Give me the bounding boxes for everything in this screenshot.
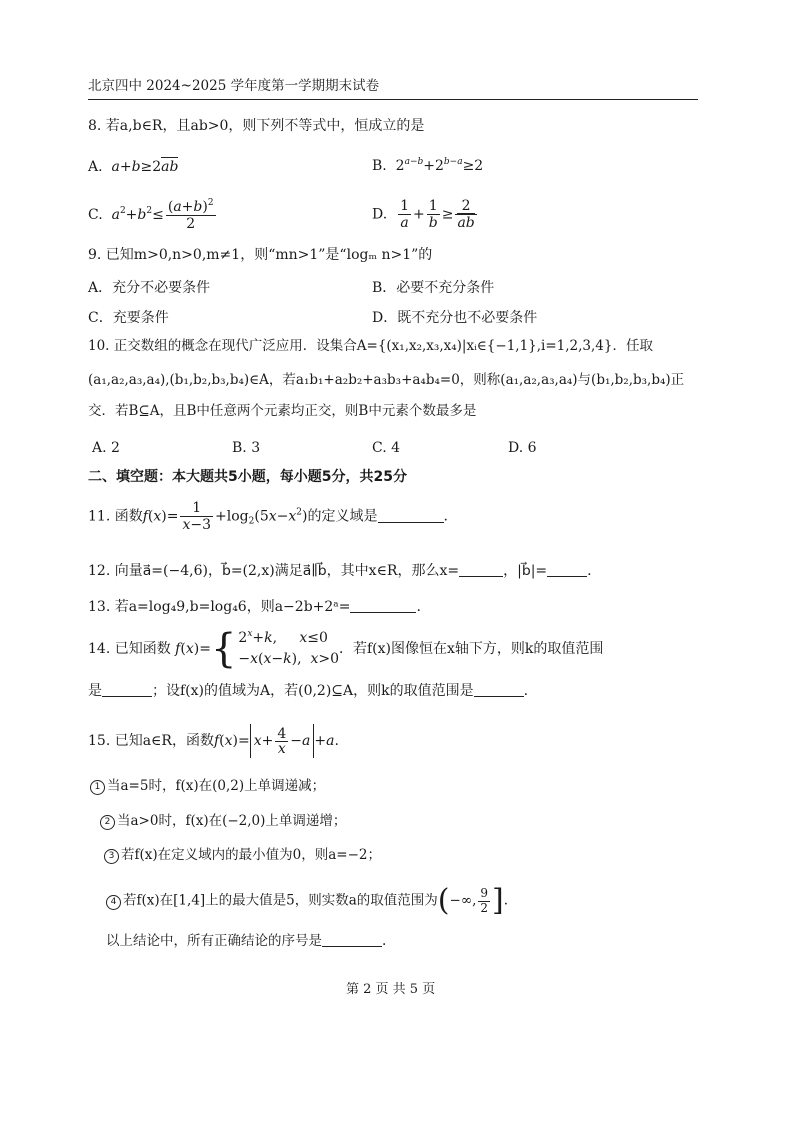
page-footer: 第 2 页 共 5 页 [346,982,436,997]
q15-item-2: 2 当a>0时，f(x)在(−2,0)上单调递增； [100,815,346,830]
q15-conclusion: 以上结论中，所有正确结论的序号是 . [106,933,387,949]
page-header: 北京四中 2024~2025 学年度第一学期期末试卷 [88,78,380,94]
q8-option-c: C. $a^2+b^2\le$ $\frac{(a+b)^2}{2}$ [88,198,214,233]
q8-stem: 8. 若a,b∈R，且ab>0，则下列不等式中，恒成立的是 [88,118,425,134]
q9-option-a: A．充分不必要条件 [88,280,211,296]
q10-option-a: A. 2 [92,440,120,456]
q10-line3: 交．若B⊆A，且B中任意两个元素均正交，则B中元素个数最多是 [88,403,477,419]
q12-x-blank[interactable] [459,576,503,577]
q12: 12. 向量a⃗=(−4,6)，b⃗=(2,x)满足a⃗∥b⃗，其中x∈R，那么x= ，|b⃗|= . [88,563,592,579]
q14-line2: 是 ；设f(x)的值域为A，若(0,2)⊆A，则k的取值范围是 . [88,683,529,699]
q8-option-d: D. $\frac{1}{a}$ + $\frac{1}{b}$ ≥ $\frac{2}{ab}$ [372,198,475,232]
q8-option-b: B. $2^{a-b}+2^{b-a}\ge 2$ [372,157,484,174]
q15-item-3: 3 若f(x)在定义域内的最小值为0，则a=−2； [104,849,381,864]
q9-option-c: C．充要条件 [88,310,169,326]
q12-b-blank[interactable] [547,576,587,577]
q14-line1: 14. 已知函数 f(x)={ $2^x+k$, x≤0 −x(x−k), x>0 ．若f(x)图像恒在x轴下方，则k的取值范围 [88,626,604,672]
q14-k-blank-2[interactable] [474,696,524,697]
section-2-title: 二、填空题：本大题共5小题，每小题5分，共25分 [88,469,407,485]
q15-stem: 15. 已知a∈R，函数f(x)= x+ $\frac{4}{x}$ −a +a. [88,725,339,757]
q11: 11. 函数f(x)= $\frac{1}{x-3}$ $+\log_2(5x-x^2)$的定义域是 . [88,500,448,534]
q10-option-c: C. 4 [372,440,401,456]
q14-k-blank-1[interactable] [102,696,152,697]
q13-answer-blank[interactable] [350,612,416,613]
q9-option-b: B．必要不充分条件 [372,280,495,296]
q11-answer-blank[interactable] [378,522,444,523]
q15-answer-blank[interactable] [322,946,382,947]
q8-option-a: A. a+b≥2ab [88,159,179,175]
q10-option-b: B. 3 [232,440,261,456]
header-divider [88,99,698,100]
q9-option-d: D．既不充分也不必要条件 [372,310,538,326]
q13: 13. 若a=log₄9,b=log₄6，则a−2b+2ᵃ= . [88,599,421,615]
q10-option-d: D. 6 [508,440,537,456]
q10-line2: (a₁,a₂,a₃,a₄),(b₁,b₂,b₃,b₄)∈A，若a₁b₁+a₂b₂+a₃b₃+a₄b₄=0，则称(a₁,a₂,a₃,a₄)与(b₁,b₂,b₃,b₄)正 [88,372,685,388]
q10-line1: 10. 正交数组的概念在现代广泛应用．设集合A={(x₁,x₂,x₃,x₄)|xᵢ∈{−1,1},i=1,2,3,4}．任取 [88,338,653,354]
q9-stem: 9. 已知m>0,n>0,m≠1，则“mn>1”是“logₘ n>1”的 [88,247,433,263]
q15-item-4: 4 若f(x)在[1,4]上的最大值是5，则实数a的取值范围为(−∞, $\frac{9}{2}$ ]. [106,886,508,916]
q15-item-1: 1 当a=5时，f(x)在(0,2)上单调递减； [90,780,325,795]
